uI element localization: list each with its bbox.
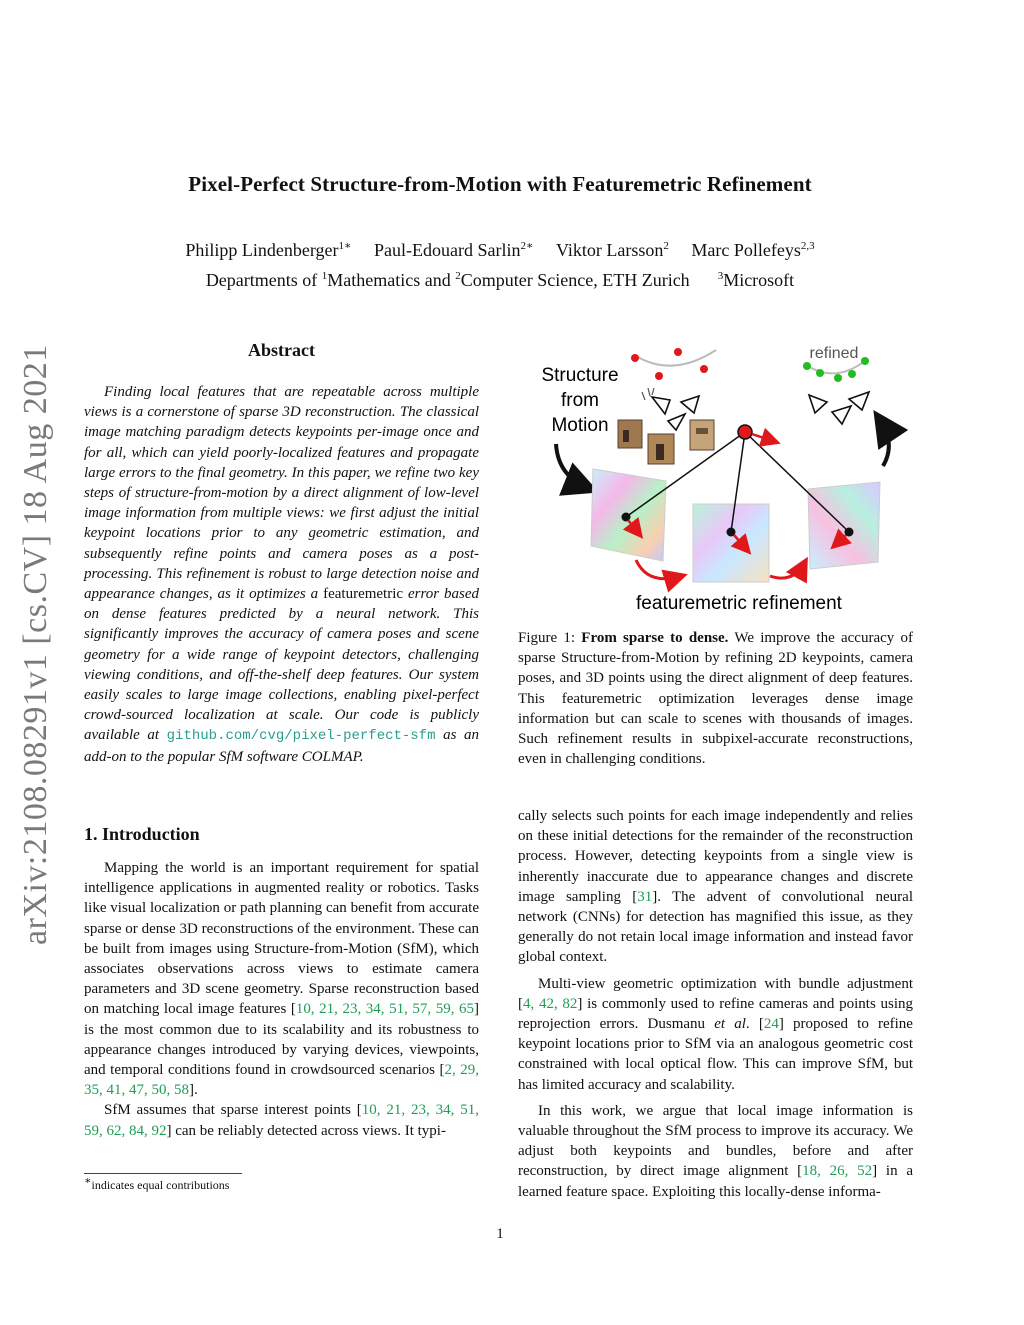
refined-point — [848, 370, 856, 378]
paragraph: Multi-view geometric optimization with bundle adjustment [4, 42, 82] is commonly used to refine cameras and points using reprojection errors. Dusmanu et al. [24] proposed to refine keypoint locations prior to SfM via an analogous geometric cost constrained with local optical flow. This can improve SfM, but has limited accuracy and scalability. — [518, 975, 913, 1093]
photo-thumbnail — [656, 444, 664, 460]
refinement-arrow — [752, 434, 776, 442]
paragraph: cally selects such points for each image independently and relies on these initial detections for the remainder of the reconstruction process. However, detecting keypoints from a single view is inherently inaccurate due to appearance changes and discrete image sampling [31]. The advent of convolutional neural network (CNNs) for detection has magnified this issue, as they generally do not retain local image information and instead favor global context. — [518, 808, 913, 966]
camera-icon — [849, 392, 869, 410]
footnote-rule — [84, 1173, 242, 1174]
photo-thumbnail — [618, 420, 642, 448]
citation[interactable]: 10, 21, 23, 34, 51, 57, 59, 65 — [295, 1001, 474, 1018]
refined-curve — [806, 360, 866, 373]
photo-thumbnail — [623, 430, 629, 442]
author: Paul-Edouard Sarlin$^{2∗}$ — [374, 240, 534, 260]
refinement-arrow — [770, 562, 805, 578]
camera-icon — [668, 414, 685, 430]
affiliations: Departments of $^1$Mathematics and $^2$Computer Science, ETH Zurich $^3$Microsoft — [205, 270, 795, 290]
refined-point — [861, 357, 869, 365]
noisy-point — [700, 365, 708, 373]
right-column-body — [518, 806, 913, 1202]
introduction-body — [84, 858, 479, 1141]
refined-point — [834, 374, 842, 382]
figure-label-sfm: Structure — [541, 365, 619, 386]
figure-label-sfm: Motion — [551, 415, 609, 436]
author: Philipp Lindenberger$^{1∗}$ — [185, 240, 352, 260]
camera-icon — [652, 397, 670, 414]
figure-label-sfm: from — [561, 390, 599, 411]
refined-point — [816, 369, 824, 377]
refined-point — [803, 362, 811, 370]
footnote: ∗indicates equal contributions — [84, 1175, 230, 1192]
citation[interactable]: 18, 26, 52 — [802, 1163, 873, 1180]
feature-map — [808, 482, 880, 569]
author-list — [0, 240, 1000, 261]
noisy-point — [655, 372, 663, 380]
figure-label-refined: refined — [809, 345, 859, 362]
noisy-point — [674, 348, 682, 356]
motion-tick — [642, 392, 645, 400]
section-heading-introduction: 1. Introduction — [84, 824, 200, 844]
refinement-arrow — [636, 560, 682, 579]
citation[interactable]: 2, 29, 35, 41, 47, 50, 58 — [84, 1062, 480, 1099]
figure-1 — [518, 336, 913, 618]
citation[interactable]: 31 — [637, 888, 653, 905]
3d-point — [738, 425, 752, 439]
feature-map — [693, 504, 769, 582]
citation[interactable]: 24 — [763, 1016, 779, 1033]
abstract-body: Finding local features that are repeatable across multiple views is a cornerstone of sparse 3D reconstruction. The classical image matching paradigm detects keypoints per-image once and for all, which can yield poorly-localized features and propagate large errors to the final geometry. In this paper, we refine two key steps of structure-from-motion by a direct alignment of low-level image information from multiple views: we first adjust the initial keypoint locations prior to any geometric estimation, and subsequently refine points and camera poses as a post-processing. This refinement is robust to large detection noise and appearance changes, as it optimizes a featuremetric error based on dense features predicted by a neural network. This significantly improves the accuracy of camera poses and scene geometry for a wide range of keypoint detectors, challenging viewing conditions, and off-the-shelf deep features. Our system easily scales to large image collections, enabling pixel-perfect crowd-sourced localization at scale. Our code is publicly available at github.com/cvg/pixel-perfect-sfm as an add-on to the popular SfM software COLMAP. — [84, 384, 479, 765]
paper-title: Pixel-Perfect Structure-from-Motion with Featuremetric Refinement — [188, 172, 812, 196]
camera-icon — [832, 406, 851, 424]
citation[interactable]: 4, 42, 82 — [523, 995, 578, 1012]
motion-tick — [648, 388, 650, 396]
author: Viktor Larsson$^2$ — [555, 240, 669, 260]
photo-thumbnail — [690, 420, 714, 450]
paragraph: Mapping the world is an important requirement for spatial intelligence applications in augmented reality or robotics. Tasks like visual localization or path planning can benefit from accurate sparse or dense 3D reconstructions of the environment. These can be built from images using Structure-from-Motion (SfM), which associates observations across views to estimate camera parameters and 3D scene geometry. Sparse reconstruction based on matching local image features [10, 21, 23, 34, 51, 57, 59, 65] is the most common due to its scalability and its robustness to appearance changes introduced by varying devices, viewpoints, and temporal conditions found in crowdsourced scenarios [2, 29, 35, 41, 47, 50, 58]. — [84, 860, 480, 1099]
noisy-point — [631, 354, 639, 362]
paragraph: In this work, we argue that local image information is valuable throughout the SfM process to improve its accuracy. We adjust both keypoints and bundles, before and after reconstruction, by direct image alignment [18, 26, 52] in a learned feature space. Exploiting this locally-dense informa- — [518, 1102, 913, 1200]
page-number: 1 — [496, 1226, 504, 1242]
code-link[interactable]: github.com/cvg/pixel-perfect-sfm — [166, 728, 436, 745]
figure-label-featuremetric: featuremetric refinement — [636, 593, 842, 614]
camera-icon — [681, 396, 699, 413]
citation[interactable]: 10, 21, 23, 34, 51, 59, 62, 84, 92 — [84, 1102, 480, 1139]
abstract-heading: Abstract — [248, 340, 315, 360]
arrow-icon — [556, 444, 588, 488]
motion-tick — [652, 388, 654, 395]
arrow-icon — [880, 420, 889, 466]
author: Marc Pollefeys$^{2,3}$ — [691, 240, 815, 260]
camera-icon — [809, 395, 827, 413]
figure-caption: Figure 1: From sparse to dense. We improve the accuracy of sparse Structure-from-Motion by refining 2D keypoints, camera poses, and 3D points using the direct alignment of deep features. This featuremetric optimization leverages dense image information but can scale to scenes with thousands of images. Such refinement results in subpixel-accurate reconstructions, even in challenging conditions. — [518, 630, 913, 768]
arxiv-identifier: arXiv:2108.08291v1 [cs.CV] 18 Aug 2021 — [17, 344, 54, 945]
paragraph: SfM assumes that sparse interest points [10, 21, 23, 34, 51, 59, 62, 84, 92] can be reliably detected across views. It typi- — [84, 1102, 480, 1139]
photo-thumbnail — [696, 428, 708, 434]
